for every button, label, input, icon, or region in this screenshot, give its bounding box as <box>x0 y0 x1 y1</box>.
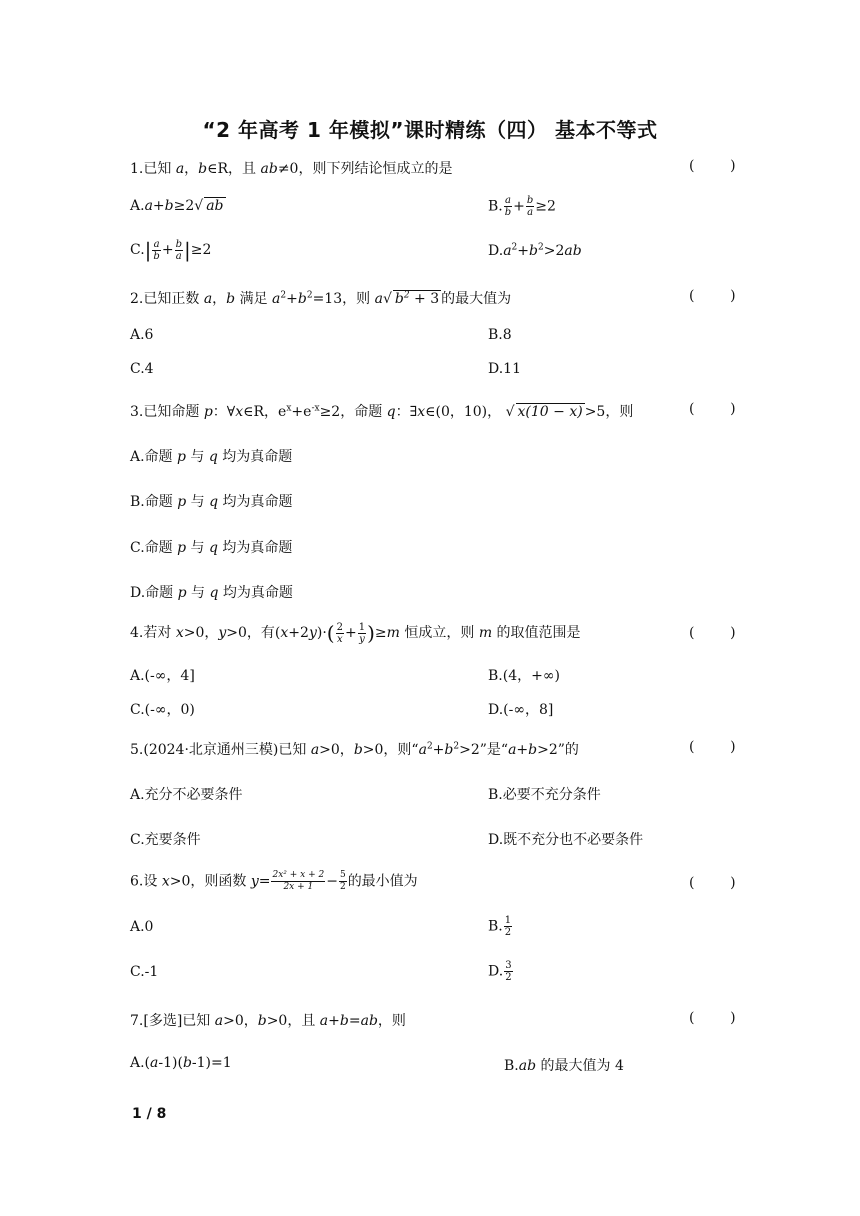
question-5: 5.(2024·北京通州三模)已知 a>0，b>0，则“$a^2+b^2>2$”是“a+b>2”的 <box>130 741 579 758</box>
q2-option-c: C.4 <box>130 361 154 377</box>
q5-option-d: D.既不充分也不必要条件 <box>488 832 644 848</box>
q6-option-b: B. $\frac{1}{2}$ <box>488 915 512 938</box>
q7-option-a: A.(a-1)(b-1)=1 <box>130 1055 232 1071</box>
q2-option-b: B.8 <box>488 327 512 343</box>
question-3: 3.已知命题 p：∀x∈R，$e^x+e^{-x}\ge 2$，命题 q：∃x∈(0，10)， √ x(10 − x) >5，则 <box>130 403 634 420</box>
q1-option-b: B. $\frac{a}{b}$ + $\frac{b}{a}$ ≥2 <box>488 195 556 218</box>
q4-option-a: A.(-∞，4] <box>130 668 195 684</box>
q3-option-c: C.命题 p 与 q 均为真命题 <box>130 540 293 556</box>
q2-option-a: A.6 <box>130 327 154 343</box>
answer-bracket-5: ( ) <box>689 739 736 755</box>
q6-option-a: A.0 <box>130 919 154 935</box>
question-2: 2.已知正数 a，b 满足 $a^2+b^2=13$，则 a√ $b^2 + 3$ 的最大值为 <box>130 290 512 307</box>
q6-option-d: D. $\frac{3}{2}$ <box>488 960 512 983</box>
q3-option-a: A.命题 p 与 q 均为真命题 <box>130 449 293 465</box>
q5-option-b: B.必要不充分条件 <box>488 787 601 803</box>
answer-bracket-3: ( ) <box>689 401 736 417</box>
q1-option-c: C.| $\frac{a}{b}$ + $\frac{b}{a}$ |≥2 <box>130 238 212 262</box>
q7-option-b: B.ab 的最大值为 4 <box>504 1058 624 1074</box>
q2-option-d: D.11 <box>488 361 521 377</box>
answer-bracket-2: ( ) <box>689 288 736 304</box>
question-4: 4.若对 x>0，y>0，有(x+2y)·( $\frac{2}{x}$ + $\frac{1}{y}$ )≥m 恒成立，则 m 的取值范围是 <box>130 621 581 645</box>
q5-option-c: C.充要条件 <box>130 832 201 848</box>
q5-option-a: A.充分不必要条件 <box>130 787 243 803</box>
q4-option-c: C.(-∞，0) <box>130 702 195 718</box>
q6-option-c: C.-1 <box>130 964 159 980</box>
q3-option-b: B.命题 p 与 q 均为真命题 <box>130 494 293 510</box>
answer-bracket-1: ( ) <box>689 158 736 174</box>
page-title: “2 年高考 1 年模拟”课时精练（四） 基本不等式 <box>202 118 658 142</box>
answer-bracket-4: ( ) <box>689 625 736 641</box>
q3-option-d: D.命题 p 与 q 均为真命题 <box>130 585 293 601</box>
question-6: 6.设 x>0，则函数 y= $\frac{\text{2x² + x + 2}}{2x + 1}$ − $\frac{5}{2}$ 的最小值为 <box>130 870 418 892</box>
answer-bracket-7: ( ) <box>689 1010 736 1026</box>
q1-option-a: A.a+b≥2√ ab <box>130 198 224 214</box>
question-7: 7.[多选]已知 a>0，b>0，且 a+b=ab，则 <box>130 1013 406 1029</box>
q4-option-b: B.(4，+∞) <box>488 668 560 684</box>
q4-option-d: D.(-∞，8] <box>488 702 554 718</box>
page-number: 1 / 8 <box>132 1106 167 1122</box>
question-1: 1.已知 a，b∈R，且 ab≠0，则下列结论恒成立的是 <box>130 161 453 177</box>
q1-option-d: $D.a^2+b^2>2ab$ <box>488 242 582 259</box>
answer-bracket-6: ( ) <box>689 875 736 891</box>
